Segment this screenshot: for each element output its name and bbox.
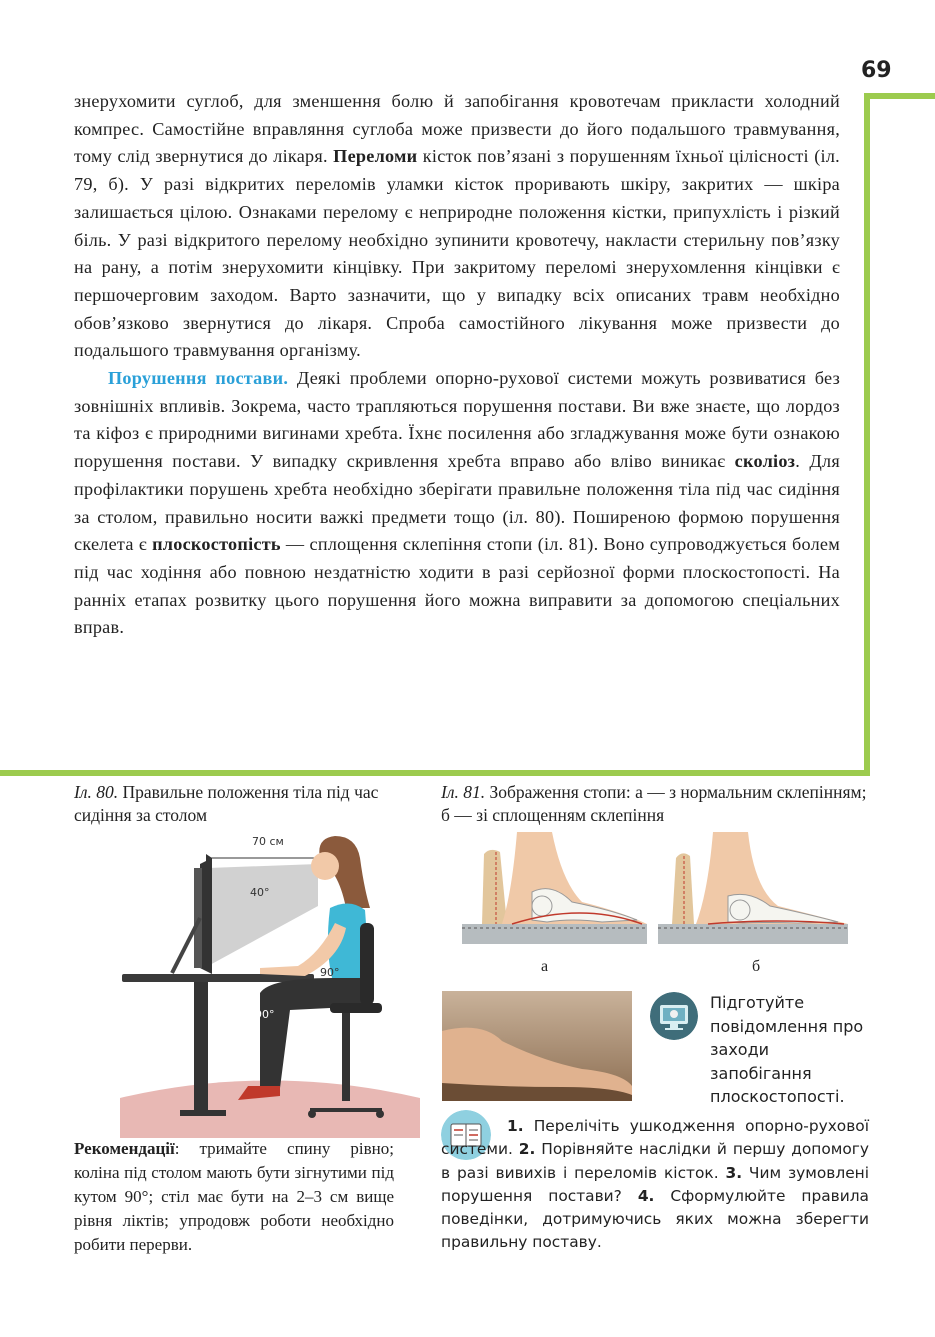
review-questions bbox=[441, 1115, 869, 1255]
foot-diagram-flat bbox=[658, 832, 848, 952]
computer-task-icon bbox=[650, 992, 698, 1040]
term-fractures: Переломи bbox=[333, 146, 418, 167]
foot-photo bbox=[442, 991, 632, 1101]
fig80-caption: Іл. 80. Правильне положення тіла під час сидіння за столом bbox=[74, 782, 379, 825]
paragraph-injuries: знерухомити суглоб, для зменшення болю й запобігання кровотечам прикласти холодний компрес. Самостійне вправляння суглоба може призвести до його подальшого травмування, тому слід звернутися до лікаря. Переломи кісток пов’язані з порушенням їхньої цілісності (іл. 79, б). У разі відкритих переломів уламки кісток проривають шкіру, закритих — шкіра залишається цілою. Ознаками перелому є неприродне положення кістки, припухлість і різкий біль. У разі відкритого перелому необхідно зупинити кровотечу, накласти стерильну пов’язку на рану, а потім знерухомити кінцівку. При закритому переломі знерухомлення кінцівки є першочерговим заходом. Варто зазначити, що у випадку всіх описаних травм необхідно обов’язково звернутися до лікаря. Спроба самостійного лікування може призвести до подальшого травмування організму. bbox=[74, 91, 840, 361]
green-border-top bbox=[864, 93, 935, 99]
green-border-bottom bbox=[0, 770, 870, 776]
page-number: 69 bbox=[861, 58, 892, 83]
question-3: Чим зумовлені порушення постави? bbox=[441, 1163, 870, 1205]
fig80-illustration bbox=[120, 828, 420, 1138]
question-2: Порівняйте наслідки й першу допомогу в разі вивихів і переломів кісток. bbox=[441, 1140, 869, 1182]
label-angle-screen: 40° bbox=[250, 886, 270, 899]
question-4: Сформулюйте правила поведінки, дотримуючись яких можна зберегти правильну поставу. bbox=[441, 1186, 869, 1252]
question-1: Перелічіть ушкодження опорно-рухової системи. bbox=[441, 1117, 869, 1159]
task-text: Підготуйте повідомлення про заходи запобігання плоскостопості. bbox=[710, 993, 864, 1106]
paragraph-posture: Порушення постави. Деякі проблеми опорно-рухової системи можуть розвиватися без зовнішніх впливів. Зокрема, часто трапляються порушення постави. Ви вже знаєте, що лордоз та кіфоз є природними вигинами хребта. Їхнє посилення або згладжування може бути ознакою порушення постави. У випадку скривлення хребта вправо або вліво виникає сколіоз. Для профілактики порушень хребта необхідно зберігати правильне положення тіла під час сидіння за столом, правильно носити важкі предмети тощо (іл. 80). Поширеною формою порушення скелета є плоскостопість — сплощення склепіння стопи (іл. 81). Воно супроводжується болем під час ходіння або повною нездатністю ходити в разі серйозної форми плоскостопості. На ранніх етапах розвитку цього порушення його можна виправити за допомогою спеціальних вправ. bbox=[74, 368, 840, 638]
recommendations: Рекомендації: тримайте спину рівно; коліна під столом мають бути зігнутими під кутом 90°; стіл має бути на 2–3 см вище рівня ліктів; упродовж роботи необхідно робити перерви. bbox=[74, 1139, 394, 1254]
question-4-number: 4. bbox=[637, 1186, 655, 1205]
label-b: б bbox=[752, 958, 761, 975]
label-distance: 70 см bbox=[252, 835, 284, 848]
question-2-number: 2. bbox=[518, 1140, 536, 1159]
fig81-caption: Іл. 81. Зображення стопи: а — з нормальним склепінням; б — зі сплощенням склепіння bbox=[441, 782, 867, 825]
label-a: а bbox=[541, 958, 549, 975]
label-angle-knee: 90° bbox=[255, 1008, 275, 1021]
green-border-right bbox=[864, 93, 870, 776]
question-1-number: 1. bbox=[507, 1117, 524, 1135]
main-text bbox=[74, 88, 840, 642]
term-flatfoot: плоскостопість bbox=[152, 534, 281, 555]
section-heading: Порушення постави. bbox=[108, 368, 289, 389]
question-3-number: 3. bbox=[725, 1163, 743, 1182]
term-scoliosis: сколіоз bbox=[734, 451, 796, 472]
label-angle-elbow: 90° bbox=[320, 966, 340, 979]
foot-diagram-normal bbox=[462, 832, 647, 952]
